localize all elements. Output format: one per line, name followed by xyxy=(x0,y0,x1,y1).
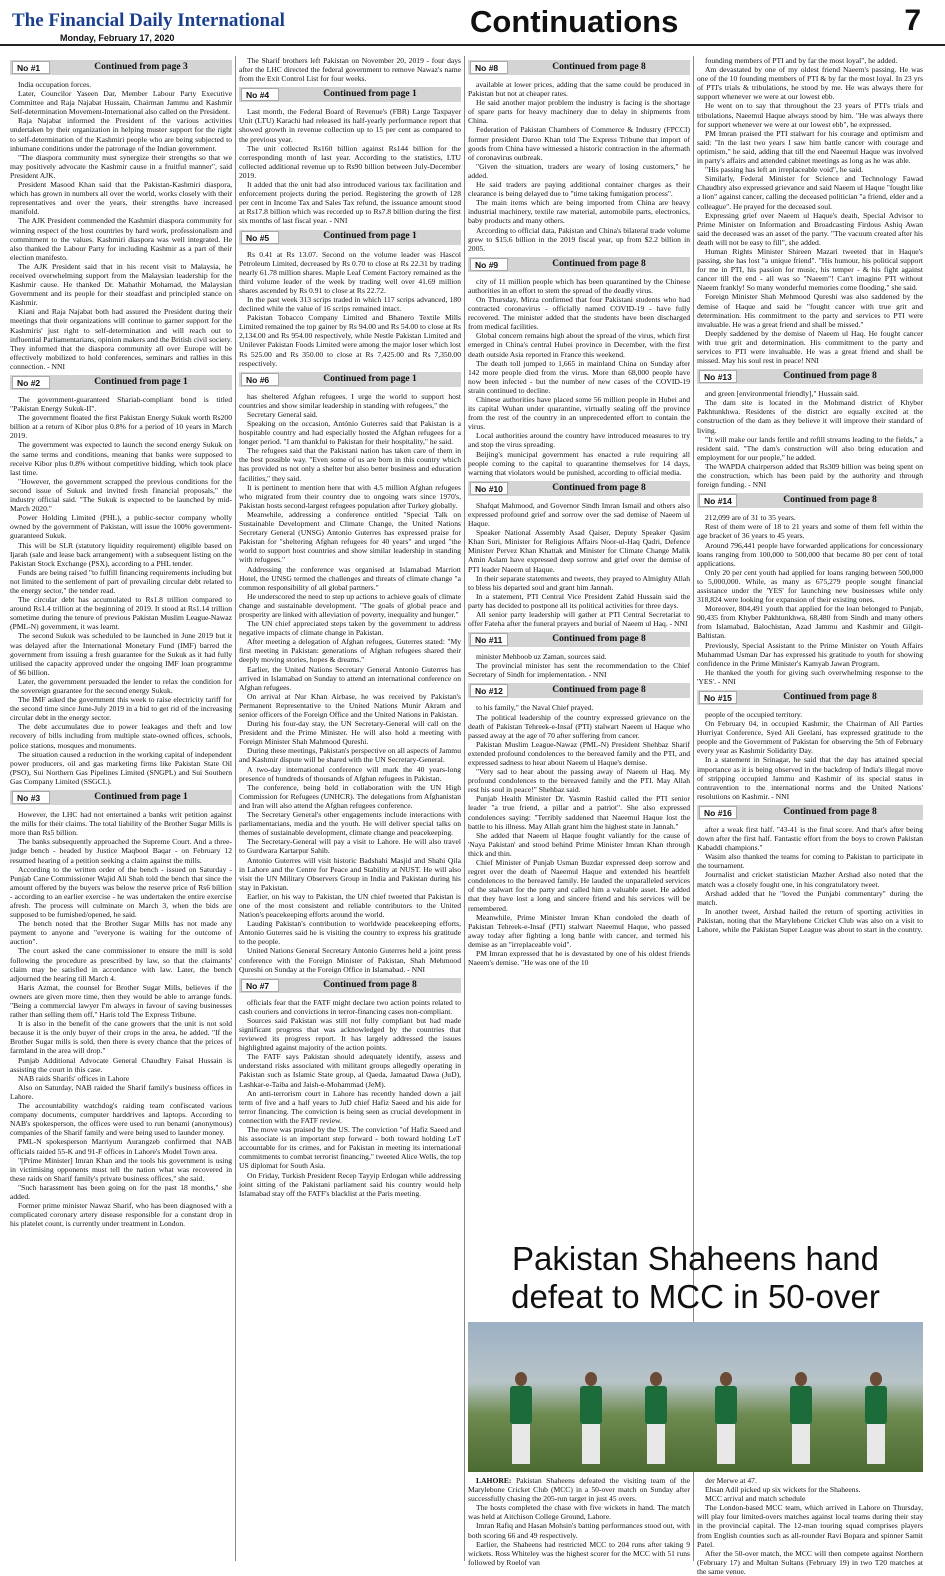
continuation-header xyxy=(239,372,461,387)
article-paragraph: The Sharif brothers left Pakistan on November 20, 2019 - four days after the LHC directed the federal government to remove Nawaz's name from the Exit Control List for four weeks. xyxy=(239,56,461,84)
continuation-label: Continued from page 8 xyxy=(323,979,417,990)
continuation-number: No #10 xyxy=(470,482,508,495)
feature-paragraph: MCC arrival and match schedule xyxy=(705,1494,806,1504)
article-paragraph: Local authorities around the country have introduced measures to try and stop the virus spreading. xyxy=(468,431,690,450)
continuation-label: Continued from page 1 xyxy=(323,373,417,384)
article-paragraph: Global concern remains high about the spread of the virus, which first emerged in China's central Hubei province in December, with the first death outside Asia reported in France this weekend. xyxy=(468,331,690,359)
feature-paragraph: The London-based MCC team, which arrived in Lahore on Thursday, will play four limited-overs matches against local teams during their stay in the provincial capital. The 12-man touring squad comprises players from English counties such as all-rounder Ravi Bopara and spinner Samit Patel. xyxy=(697,1503,923,1549)
page-number: 7 xyxy=(904,4,921,37)
continuation-number: No #9 xyxy=(470,258,508,271)
continuation-label: Continued from page 1 xyxy=(94,376,188,387)
article-paragraph: Raja Najabat informed the President of the various activities undertaken by their organization in helping muster support for the right to self-determination of the Kashmiri people who are being subjected to inhumane conditions under the patronage of the Indian government. xyxy=(10,116,232,153)
article-paragraph: However, the LHC had not entertained a banks writ petition against the mills for their claims. The total liability of the Brother Sugar Mills is more than Rs5 billion. xyxy=(10,810,232,838)
continuation-header xyxy=(697,369,923,384)
article-paragraph: On Friday, Turkish President Recep Tayyip Erdogan while addressing joint sitting of the Pakistani parliament said his country would help Islamabad stay off the FATF's blacklist at the Paris meeting. xyxy=(239,1170,461,1198)
continuation-label: Continued from page 1 xyxy=(323,89,417,100)
article-paragraph: He underscored the need to step up actions to achieve goals of climate change and sustainable development. "The goals of global peace and prosperity are linked with alleviation of poverty, inequality and hunger." xyxy=(239,591,461,619)
player-figure xyxy=(643,1372,669,1464)
article-paragraph: "His passing has left an irreplaceable void", he said. xyxy=(705,165,864,175)
article-paragraph: city of 11 million people which has been quarantined by the Chinese authorities in an effort to stem the spread of the deadly virus. xyxy=(468,276,690,295)
article-paragraph: The government was expected to launch the second energy Sukuk on the same terms and conditions, meaning that banks were supposed to receive Kibor plus 0.8% without competitive bidding, which took place last time. xyxy=(10,440,232,477)
article-paragraph: Speaking on the occasion, António Guterres said that Pakistan is a hospitable country and had especially hosted the Afghan refugees for a longer period. "I am thankful to Pakistan for their hospitality," he said. xyxy=(239,419,461,447)
continuation-header xyxy=(10,790,232,805)
article-paragraph: India occupation forces. xyxy=(18,80,92,89)
article-paragraph: PM Imran expressed that he is devastated by one of his oldest friends Naeem's demise. "He was one of the 10 xyxy=(468,948,690,968)
article-paragraph: In the past week 313 scrips traded in which 117 scrips advanced, 180 declined while the value of 16 scrips remained intact. xyxy=(239,294,461,314)
article-paragraph: Shafqat Mahmood, and Governor Sindh Imran Ismail and others also expressed profound grief and sorrow over the sad demise of Naeem ul Haque. xyxy=(468,500,690,529)
article-paragraph: Power Holding Limited (PHL), a public-sector company wholly owned by the government of Pakistan, will issue the 100% government-guaranteed Sukuk. xyxy=(10,513,232,541)
article-paragraph: has sheltered Afghan refugees. I urge the world to support host countries and show similar leadership in standing with refugees," the xyxy=(239,391,461,410)
article-paragraph: The political leadership of the country expressed grievance on the death of Pakistan Tehreek-e-Insaf (PTI) stalwart Naeem ul Haque who passed away at the age of 70 after suffering from cancer. xyxy=(468,712,690,740)
article-paragraph: The refugees said that the Pakistani nation has taken care of them in the best possible way. "Even some of us are born in this country which has provided us not only a shelter but also better business and education facilities," they said. xyxy=(239,446,461,483)
article-paragraph: A two-day international conference will mark the 40 years-long presence of hundreds of thousands of Afghan refugees in Pakistan. xyxy=(239,764,461,783)
article-paragraph: The bench noted that the Brother Sugar Mills has not made any payment to anyone and "everyone is waiting for the outcome of auction". xyxy=(10,919,232,947)
article-paragraph: The provincial minister has sent the recommendation to the Chief Secretary of Sindh for implementation. - NNI xyxy=(468,661,690,680)
article-paragraph: Punjab Health Minister Dr. Yasmin Rashid called the PTI senior leader "a true friend, a pillar and a patriot". She also expressed condolences saying: "Terribly saddened that Naeemul Haque lost the battle to his illness. May Allah grant him the highest state in Jannah." xyxy=(468,794,690,831)
article-paragraph: The Secretary General's other engagements include interactions with parliamentarians, media and the youth. He will deliver special talks on themes of sustainable development, climate change and peacekeeping. xyxy=(239,810,461,838)
article-paragraph: Previously, Special Assistant to the Prime Minister on Youth Affairs Muhammad Usman Dar has expressed his gratitude to youth for showing confidence in the Prime Minister's Kamyab Jawan Program. xyxy=(697,640,923,668)
continuation-number: No #3 xyxy=(12,791,50,804)
article-paragraph: The unit collected Rs160 billion against Rs144 billion for the corresponding month of last year. According to the statistics, LTU collected additional revenue up to Rs90 billion between July-December 2019. xyxy=(239,143,461,180)
article-paragraph: Rest of them were of 18 to 21 years and some of them fell within the age bracket of 36 years to 45 years. xyxy=(697,522,923,541)
article-paragraph: During these meetings, Pakistan's perspective on all aspects of Jammu and Kashmir dispute will be shared with the UN Secretary-General. xyxy=(239,746,461,765)
continuation-number: No #14 xyxy=(699,494,737,507)
article-paragraph: The Secretary-General will pay a visit to Lahore. He will also travel to Gurdwara Kartarpur Sahib. xyxy=(239,837,461,856)
feature-headline: Pakistan Shaheens hand defeat to MCC in 50-over xyxy=(511,1240,880,1315)
article-paragraph: The AJK President commended the Kashmiri diaspora community for winning respect of the host countries by hard work, professionalism and commitment to the values. Kashmiri diaspora was well integrated. He also thanked the Labour Party for including Kashmir as a part of their election manifesto. xyxy=(10,216,232,262)
article-paragraph: In a statement in Srinagar, he said that the day has attained special importance as it is being observed in the backdrop of India's illegal move of stripping occupied Jammu and Kashmir of its special status in contravention to the international norms and the United Nations' resolutions on Kashmir. - NNI xyxy=(697,755,923,801)
article-paragraph: Only 20 per cent youth had applied for loans ranging between 500,000 to 5,000,000. While, as many as 675,279 people sought financial assistance under the 'YES' for launching new businesses while only 318,824 were looking for expansion of their existing ones. xyxy=(697,567,923,605)
article-paragraph: The debt accumulates due to power leakages and theft and low recovery of bills including from multiple state-owned offices, schools, police stations, mosques and monuments. xyxy=(10,722,232,750)
article-paragraph: The UN chief appreciated steps taken by the government to address negative impacts of climate change in Pakistan. xyxy=(239,619,461,638)
article-paragraph: Later, the government persuaded the lender to relax the condition for the sovereign guarantee for the second energy Sukuk. xyxy=(10,676,232,695)
article-paragraph: He thanked the youth for giving such overwhelming response to the 'YES'. - NNI xyxy=(697,667,923,686)
feature-paragraph: Ehsan Adil picked up six wickets for the Shaheens. xyxy=(705,1485,861,1495)
article-paragraph: Human Rights Minister Shireen Mazari tweeted that in Haque's passing, she has lost "a unique friend". "His humour, his political support for me in PTI, his passion for music, his temper - & his fight against cancer till the end - all was so "Naeem"! Can't imagine PTI without Naeem frankly! So many wonderful memories come flooding," she said. xyxy=(697,246,923,293)
article-paragraph: The IMF asked the government this week to raise electricity tariff for the second time since June-July 2019 in a bid to get rid of the increasing circular debt in the energy sector. xyxy=(10,695,232,723)
article-paragraph: The move was praised by the US. The conviction "of Hafiz Saeed and his associate is an important step forward - both toward holding LeT accountable for its crimes, and for Pakistan in meeting its international commitments to combat terrorist financing," tweeted Alice Wells, the top US diplomat for South Asia. xyxy=(239,1125,461,1171)
article-paragraph: According to official data, Pakistan and China's bilateral trade volume grew to $15.6 billion in the 2019 fiscal year, up from $2.2 billion in 2005. xyxy=(468,225,690,253)
article-paragraph: Earlier, the United Nations Secretary General Antonio Guterres has arrived in Islamabad on Sunday to attend an international conference on Afghan refugees. xyxy=(239,664,461,692)
article-paragraph: The circular debt has accumulated to Rs1.8 trillion compared to around Rs1.4 trillion at the beginning of 2019. It stood at Rs1.14 trillion sometime during the tenure of previous Pakistan Muslim League-Nawaz (PML-N) government, it was learnt. xyxy=(10,595,232,632)
article-paragraph: and green [environmental friendly]," Hussain said. xyxy=(705,389,859,399)
article-paragraph: On Thursday, Mirza confirmed that four Pakistani students who had contracted coronavirus - officially named COVID-19 - have fully recovered. The minister added that the students have been discharged from medical facilities. xyxy=(468,294,690,332)
column-divider xyxy=(235,56,236,1561)
article-paragraph: The WAPDA chairperson added that Rs309 billion was being spent on the construction, which has been paid by the authority and through foreign funding. - NNI xyxy=(697,461,923,490)
feature-paragraph: After the 50-over match, the MCC will then compete against Northern (February 17) and Multan Sultans (February 19) in two T20 matches at the same venue. xyxy=(697,1548,923,1576)
article-paragraph: Around 796,441 people have forwarded applications for concessionary loans ranging from 100,000 to 500,000 that became 80 per cent of total applications. xyxy=(697,540,923,568)
article-paragraph: President Masood Khan said that the Pakistan-Kashmiri diaspora, which has grown in numbers all over the world, works closely with their representatives and over the years, their strengths have increased manifold. xyxy=(10,180,232,217)
article-paragraph: Wasim also thanked the teams for coming to Pakistan to participate in the tournament. xyxy=(697,852,923,871)
article-paragraph: Deeply saddened by the demise of Naeem ul Haq. He fought cancer with true grit and determination. His commitment to the party and services to PTI were invaluable. He was a great friend and shall be missed. May his soul rest in peace! NNI xyxy=(697,328,923,366)
article-paragraph: Also on Saturday, NAB raided the Sharif family's business offices in Lahore. xyxy=(10,1082,232,1101)
article-paragraph: On February 04, in occupied Kashmir, the Chairman of All Parties Hurriyat Conference, Syed Ali Geelani, has expressed gratitude to the people and the Government of Pakistan for observing the 5th of February every year as Kashmir Solidarity Day. xyxy=(697,719,923,756)
continuation-label: Continued from page 8 xyxy=(552,61,646,72)
article-paragraph: It is pertinent to mention here that with 4.5 million Afghan refugees who migrated from their country due to ongoing wars since 1970's, Pakistan hosts second-largest refugees population after Turkey globally. xyxy=(239,482,461,510)
continuation-header xyxy=(468,683,690,698)
issue-date: Monday, February 17, 2020 xyxy=(60,33,175,43)
column-4 xyxy=(697,56,923,1236)
article-paragraph: to his family," the Naval Chief prayed. xyxy=(476,703,594,713)
article-paragraph: United Nations General Secretary Antonio Guterres held a joint press conference with the Foreign Minister of Pakistan, Shah Mehmood Qureshi on Sunday at the Foreign Office in Islamabad. - NNI xyxy=(239,946,461,974)
continuation-label: Continued from page 8 xyxy=(552,685,646,696)
article-paragraph: officials fear that the FATF might declare two action points related to cash couriers and convictions in terror-financing cases non-compliant. xyxy=(239,997,461,1016)
feature-text: Pakistan Shaheens defeated the visiting team of the Marylebone Cricket Club (MCC) in a 50-over match on Sunday after successfully chasing the 205-run target in just 45 overs. xyxy=(468,1476,690,1504)
article-paragraph: The accountability watchdog's raiding team confiscated various company documents, computer harddrives and laptops. According to NAB's spokesperson, the offices were used to run benami (anonymous) companies of the Sharif family and were being used to launder money. xyxy=(10,1101,232,1138)
continuation-number: No #8 xyxy=(470,61,508,74)
article-paragraph: Arshad added that he "loved the Punjabi commentary" during the match. xyxy=(697,888,923,907)
article-paragraph: Rs 0.41 at Rs 13.07. Second on the volume leader was Hascol Petroleum Limited, decreased by Rs 0.70 to close at Rs 22.31 by trading nearly 61.78 million shares. Maple Leaf Cement Factory remained as the third volume leader of the week by trading well over 41.69 million shares ascended by Rs 0.91 to close at Rs 22.72. xyxy=(239,249,461,295)
article-paragraph: after a weak first half. "43-41 is the final score. And that's after being down after the first half. Fantastic effort from the boys to crown Pakistan Kabaddi champions." xyxy=(697,824,923,853)
article-paragraph: Funds are being raised "to fulfill financing requirements including but not limited to the settlement of part of prevailing circular debt related to the energy sector," the tender read. xyxy=(10,567,232,595)
article-paragraph: Foreign Minister Shah Mehmood Qureshi was also saddened by the demise of Haque and said he "fought cancer with true grit and determination. His commitment to the party and services to PTI were invaluable. He was a great friend and shall be missed." xyxy=(697,292,923,329)
article-paragraph: Meanwhile, addressing a conference entitled "Special Talk on Sustainable Development and Climate Change, the United Nations Secretary General (UNSG) Antonio Guterres has expressed praise for Pakistan for "sheltering Afghan refugees for 40 years" and urged "the world to support host countries and show similar leadership in standing with refugees." xyxy=(239,509,461,565)
column-3 xyxy=(468,56,690,1236)
article-paragraph: Later, Councilor Yaseen Dar, Member Labour Party Executive Committee and Raja Najabat Hussain, Chairman Jammu and Kashmir Self-determination Movement-International also called on the President. xyxy=(10,89,232,117)
article-paragraph: Speaker National Assembly Asad Qaiser, Deputy Speaker Qasim Khan Suri, Minister for Religious Affairs Noor-ul-Haq Qadri, Defence Minister Pervez Khan Khattak and Minister for Climate Change Malik Amin Aslam have expressed deep sorrow and grief over the demise of PTI leader Naeem ul Haque. xyxy=(468,528,690,574)
article-paragraph: "The diaspora community must synergize their strengths so that we may positively advocate the Kashmir cause in a fruitful manner", said President AJK. xyxy=(10,152,232,180)
column-2 xyxy=(239,56,461,1561)
article-paragraph: The AJK President said that in his recent visit to Malaysia, he received overwhelming support from the Malaysian leadership for the Kashmir cause. He thanked Dr. Mahathir Mohamad, the Malaysian Government and its people for their steadfast and principled stance on Kashmir. xyxy=(10,261,232,308)
article-paragraph: "It will make our lands fertile and refill streams leading to the fields," a resident said. "The dam's construction will also bring education and employment for our people," he added. xyxy=(697,434,923,462)
article-paragraph: The banks subsequently approached the Supreme Court. And a three-judge bench - headed by Justice Maqbool Baqar - on February 12 resumed hearing of a petition seeking a claim against the mills. xyxy=(10,837,232,865)
continuation-label: Continued from page 8 xyxy=(783,806,877,817)
article-paragraph: Kiani and Raja Najabat both had assured the President during their meetings that their organizations will continue to garner support for the Kashmiris' just right to self-determination and will reach out to influential Parliamentarians, opinion makers and the British civil society. They informed that the diaspora community all over Europe will be effectively mobilized to hold conferences, seminars and rallies in this connection. - NNI xyxy=(10,307,232,371)
continuation-label: Continued from page 8 xyxy=(783,371,877,382)
article-paragraph: Sources said Pakistan was still not fully compliant but had made significant progress that was acknowledged by the countries that reviewed its progress report. It has largely addressed the issues highlighted against majority of the action points. xyxy=(239,1015,461,1053)
article-paragraph: In their separate statements and tweets, they prayed to Almighty Allah to bless his departed soul and grant him Jannah. xyxy=(468,573,690,592)
article-paragraph: "Such harassment has been going on for the past 18 months," she added. xyxy=(10,1182,232,1201)
article-paragraph: He said traders are paying additional container charges as their clearance is being delayed due to "time taking fumigation process". xyxy=(468,180,690,199)
article-paragraph: In a statement, PTI Central Vice President Zahid Hussain said the party has decided to postpone all its political activities for three days. xyxy=(468,591,690,610)
feature-paragraph: der Merwe at 47. xyxy=(705,1476,757,1485)
article-paragraph: minister Mehboob uz Zaman, sources said. xyxy=(476,652,607,662)
article-paragraph: The FATF says Pakistan should adequately identify, assess and understand risks associated with militant groups allegedly operating in Pakistan such as Islamic State group, al Qaeda, Jamaatud Dawa (JuD), Lashkar-e-Taiba and Jaish-e-Mohammad (JeM). xyxy=(239,1052,461,1089)
continuation-label: Continued from page 8 xyxy=(783,691,877,702)
column-divider xyxy=(464,56,465,1561)
article-paragraph: available at lower prices, adding that the same could be produced in Pakistan but not at cheaper rates. xyxy=(468,80,690,99)
article-paragraph: The court asked the cane commissioner to ensure the mill is sold following the procedure as prescribed by law, so that the claimants' claim may be satisfied in accordance with law. Later, the bench adjourned the hearing till March 4. xyxy=(10,946,232,983)
article-paragraph: founding members of PTI and by far the most loyal", he added. xyxy=(705,56,898,65)
article-paragraph: Am devastated by one of my oldest friend Naeem's passing. He was one of the 10 founding members of PTI & by far the most loyal. In 23 yrs of PTI's trials & tribulations, he stood by me. He was always there for support whenever we were at our lowest ebb. xyxy=(697,65,923,102)
article-paragraph: An anti-terrorism court in Lahore has recently handed down a jail term of five and a half years to JuD chief Hafiz Saeed and his aide for terror financing. The conviction is being seen as crucial development in connection with the FATF review. xyxy=(239,1088,461,1125)
article-paragraph: Similarly, Federal Minister for Science and Technology Fawad Chaudhry also expressed grievance and said Naeem ul Haque "fought like a lion" against cancer, calling the deceased politician "a friend, elder and a colleague". He prayed for the deceased soul. xyxy=(697,174,924,211)
article-paragraph: The government floated the first Pakistan Energy Sukuk worth Rs200 billion at a return of Kibor plus 0.8% for a period of 10 years in March 2019. xyxy=(10,413,232,441)
article-paragraph: According to the written order of the bench - issued on Saturday - Punjab Cane Commissioner Wajid Ali Shah told the bench that since the amount offered by the buyers was below the reserve price of Rs6 billion - according to an earlier exercise - he was undertaken the entire exercise afresh. The process will culminate on March 3, when the bids are supposed to be furnished/opened, he said. xyxy=(10,864,232,920)
article-paragraph: "Very sad to hear about the passing away of Naeem ul Haq. My profound condolences to the bereaved family and the PTI. May Allah rest his soul in peace!" Shehbaz said. xyxy=(468,767,690,795)
article-paragraph: people of the occupied territory. xyxy=(705,710,803,719)
continuation-header xyxy=(697,805,923,820)
article-paragraph: "[Prime Minister] Imran Khan and the tools his government is using in victimising opponents must tell the nation what was recovered in these raids on Sharif family's private business offices," she said. xyxy=(10,1155,232,1183)
article-paragraph: Punjab Additional Advocate General Chaudhry Faisal Hussain is assisting the court in this case. xyxy=(10,1055,232,1074)
dateline: LAHORE: xyxy=(476,1476,512,1485)
continuation-label: Continued from page 8 xyxy=(783,495,877,506)
continuation-header xyxy=(697,493,923,508)
article-paragraph: Earlier, on his way to Pakistan, the UN chief tweeted that Pakistan is one of the most consistent and reliable contributors to the United Nation's peacekeeping efforts around the world. xyxy=(239,891,461,920)
continuation-number: No #1 xyxy=(12,61,50,74)
continuation-header xyxy=(468,632,690,647)
article-paragraph: The conference, being held in collaboration with the UN High Commission for Refugees (UNHCR). The delegations from Afghanistan and Iran will also attend the Afghan refugees conference. xyxy=(239,782,461,810)
article-paragraph: On arrival at Nur Khan Airbase, he was received by Pakistan's Permanent Representative to the United Nations Munir Akram and senior officers of the Foreign Office and the United Nations in Pakistan. xyxy=(239,691,461,719)
article-paragraph: The second Sukuk was scheduled to be launched in June 2019 but it was delayed after the International Monetary Fund (IMF) barred the government from issuing a fresh guarantee for the Sukuk as it had fully utilised the capacity approved under the ongoing IMF loan programme of $6 billion. xyxy=(10,631,232,677)
article-paragraph: Pakistan Muslim League-Nawaz (PML-N) President Shehbaz Sharif extended profound condolences to the bereaved family and the PTI, and expressed sadness to hear about Naeem ul Haque's demise. xyxy=(468,739,690,767)
continuation-number: No #16 xyxy=(699,806,737,819)
article-paragraph: It is also in the benefit of the cane growers that the unit is not sold because it is the only buyer of their crops in the area, he added. "If the Brother Sugar mills is sold, then there is every chance that the prices of farmland in the area will drop." xyxy=(10,1019,232,1056)
article-paragraph: Chief Minister of Punjab Usman Buzdar expressed deep sorrow and regret over the death of Naeemul Haque and extended his heartfelt condolences to the bereaved family. He lauded the unparalleled services of the stalwart for the party and called him a valuable asset. He added that they have lost a long and sincere friend and his services will be remembered. xyxy=(468,858,690,913)
sports-feature xyxy=(468,1240,923,1576)
article-paragraph: Former prime minister Nawaz Sharif, who has been diagnosed with a complicated coronary artery disease responsible for a constant drop in his platelet count, is currently under treatment in London. xyxy=(10,1201,232,1229)
article-paragraph: Chinese authorities have placed some 56 million people in Hubei and its capital Wuhan under quarantine, virtually sealing off the province from the rest of the country in an unprecedented effort to contain the virus. xyxy=(468,395,690,432)
continuation-label: Continued from page 8 xyxy=(552,634,646,645)
article-paragraph: The main items which are being imported from China are heavy industrial machinery, textile raw material, automobile parts, electronics, baby products and many others. xyxy=(468,198,690,226)
article-paragraph: Federation of Pakistan Chambers of Commerce & Industry (FPCCI) former president Daroo Khan told The Express Tribune that import of goods from China have witnessed a historic contraction in the aftermath of coronavirus outbreak. xyxy=(468,125,690,162)
continuation-label: Continued from page 3 xyxy=(94,61,188,72)
article-paragraph: Moreover, 804,491 youth that applied for the loan belonged to Punjab, 90,435 from Khyber Pakhtunkhwa, 68,480 from Sindh and many others from Islamabad, Balochistan, Azad Jammu and Kashmir and Gilgit-Baltistan. xyxy=(697,604,923,641)
article-paragraph: The situation caused a reduction in the working capital of independent power producers, oil and gas marketing firms like Pakistan State Oil (PSO), Sui Northern Gas Pipelines Limited (SNGPL) and Sui Southern Gas Company Limited (SSGCL). xyxy=(10,749,232,786)
player-figure xyxy=(578,1372,604,1464)
feature-paragraph: The hosts completed the chase with five wickets in hand. The match was held at Aitchison College Ground, Lahore. xyxy=(468,1503,690,1522)
article-paragraph: "However, the government scrapped the previous conditions for the second issue of Sukuk and invited fresh financial proposals," the industry official said. "The Sukuk is expected to be launched by mid-March 2020." xyxy=(10,476,232,514)
article-paragraph: In another tweet, Arshad hailed the return of sporting activities in Pakistan, noting that the Marylebone Cricket Club was also on a visit to Lahore, while the Pakistan Super League was about to start in the country. xyxy=(697,906,923,934)
article-paragraph: PML-N spokesperson Marriyum Aurangzeb confirmed that NAB officials raided 55-K and 91-F offices in Lahore's Model Town area. xyxy=(10,1137,232,1156)
cricket-team-photo xyxy=(468,1322,923,1472)
article-paragraph: The government-guaranteed Shariah-compliant bond is titled "Pakistan Energy Sukuk-II". xyxy=(10,395,232,414)
article-paragraph: Pakistan Tobacco Company Limited and Bhanero Textile Mills Limited remained the top gainer by Rs 94.00 and Rs 54.00 to close at Rs 2,134.00 and Rs 954.00 respectively, while Nestle Pakistan Limited and Unilever Pakistan Foods Limited were among the major loser which lost Rs 525.00 and Rs 350.00 to close at Rs 7,425.00 and Rs 7,350.00 respectively. xyxy=(239,313,461,368)
continuation-header xyxy=(239,230,461,245)
article-paragraph: NAB raids Sharifs' offices in Lahore xyxy=(18,1073,130,1083)
continuation-label: Continued from page 1 xyxy=(94,791,188,802)
continuation-header xyxy=(10,60,232,75)
continuation-label: Continued from page 1 xyxy=(323,231,417,242)
continuation-number: No #4 xyxy=(241,88,279,101)
newspaper-name: The Financial Daily International xyxy=(12,10,285,31)
continuation-number: No #7 xyxy=(241,979,279,992)
continuation-header xyxy=(239,87,461,102)
article-paragraph: Antonio Guterres will visit historic Badshahi Masjid and Shahi Qila in Lahore and the Centre for Peace and Stability at NUST. He will also visit the UN Military Observers Group in India and Pakistan during his stay in Pakistan. xyxy=(239,855,461,892)
section-title: Continuations xyxy=(470,4,679,39)
feature-paragraph: Imran Rafiq and Hasan Mohsin's batting performances stood out, with both scoring 66 and 49 respectively. xyxy=(468,1521,690,1540)
article-paragraph: After meeting a delegation of Afghan refugees, Guterres stated: "My first meeting in Pakistan: generations of Afghan refugees shared their deeply moving stories, hopes & dreams." xyxy=(239,637,461,665)
feature-paragraph xyxy=(468,1476,690,1503)
article-paragraph: He said another major problem the industry is facing is the shortage of spare parts for heavy machinery due to delay in shipments from China. xyxy=(468,98,690,126)
player-figure xyxy=(713,1372,739,1464)
article-paragraph: During his four-day stay, the UN Secretary-General will call on the President and the Prime Minister. He will also hold a meeting with Foreign Minister Shah Mahmood Qureshi. xyxy=(239,719,461,747)
article-paragraph: Secretary General said. xyxy=(247,409,318,419)
article-paragraph: It added that the unit had also introduced various tax facilitation and enforcement projects during the period. Registering the growth of 128 per cent in Income Tax and Sales Tax refund, the issuance amount stood at Rs17.8 billion which was recorded up to Rs7.8 billion during the first six months of last fiscal year. - NNI xyxy=(239,180,461,226)
continuation-header xyxy=(697,690,923,705)
article-paragraph: This will be SLR (statutory liquidity requirement) eligible based on Ijarah (sale and lease back arrangement) with a subsequent listing on the Pakistan Stock Exchange (PSX), according to a PHL tender. xyxy=(10,540,232,568)
continuation-header xyxy=(10,375,232,390)
article-paragraph: 212,099 are of 31 to 35 years. xyxy=(705,513,796,523)
continuation-header xyxy=(239,978,461,993)
article-paragraph: He went on to say that throughout the 23 years of PTI's trials and tribulations, Naeemul Haque always stood by him. "He was always there for support whenever we were at our lowest ebb", he expressed. xyxy=(697,101,923,129)
continuation-header xyxy=(468,60,690,75)
continuation-header xyxy=(468,481,690,496)
article-paragraph: All senior party leadership will gather at PTI Central Secretariat to offer Fateha after the funeral prayers and burial of Naeem ul Haq. - NNI xyxy=(468,609,690,629)
feature-paragraph: Earlier, the Shaheens had restricted MCC to 204 runs after taking 9 wickets. Ross Whiteley was the highest scorer for the MCC with 51 runs followed by Roelof van xyxy=(468,1539,690,1567)
article-paragraph: She added that Naeem ul Haque fought valiantly for the cause of 'Naya Pakistan' and stood behind Prime Minister Imran Khan through thick and thin. xyxy=(468,830,690,858)
continuation-number: No #11 xyxy=(470,633,508,646)
article-paragraph: The dam site is located in the Mohmand district of Khyber Pakhtunkhwa. Residents of the district are equally excited at the construction of the dam as they believe it will improve their standard of living. xyxy=(697,398,923,435)
continuation-label: Continued from page 8 xyxy=(552,258,646,269)
player-figure xyxy=(508,1372,534,1464)
column-1 xyxy=(10,56,232,1561)
continuation-number: No #6 xyxy=(241,373,279,386)
article-paragraph: Meanwhile, Prime Minister Imran Khan condoled the death of Pakistan Tehreek-e-Insaf (PTI) stalwart Naeemul Haque, who passed away today after fighting a long battle with cancer, and termed his demise as an "irreplaceable void". xyxy=(468,912,690,949)
continuation-number: No #5 xyxy=(241,231,279,244)
feature-story-right xyxy=(697,1476,923,1576)
player-figure xyxy=(788,1372,814,1464)
article-paragraph: PM Imran praised the PTI stalwart for his courage and optimism and said: "In the last two years I saw him battle cancer with courage and optimism," he said, adding that till the end Naeemul Haque was involved in party's affairs and attended cabinet meetings as long as he was able. xyxy=(697,128,923,166)
article-paragraph: Addressing the conference was organised at Islamabad Marriott Hotel, the UNSG termed the challenges and threats of climate change "a common responsibility of all global partners." xyxy=(239,564,461,592)
article-paragraph: The death toll jumped to 1,665 in mainland China on Sunday after 142 more people died from the virus. More than 68,000 people have now been infected - but the number of new cases of the COVID-19 strain continued to decline. xyxy=(468,358,690,395)
article-paragraph: Beijing's municipal government has enacted a rule requiring all people coming to the capital to quarantine themselves for 14 days, warning that violators would be punished, according to official media. xyxy=(468,449,690,477)
continuation-number: No #13 xyxy=(699,370,737,383)
article-paragraph: Haris Azmat, the counsel for Brother Sugar Mills, believes if the owners are given more time, then they would be able to arrange funds. "Being a commercial lawyer I'm always in favour of saving businesses rather than selling them off," Haris told The Express Tribune. xyxy=(10,982,232,1020)
feature-story-left xyxy=(468,1476,690,1567)
continuation-number: No #12 xyxy=(470,684,508,697)
continuation-number: No #15 xyxy=(699,691,737,704)
continuation-label: Continued from page 8 xyxy=(552,482,646,493)
continuation-header xyxy=(468,257,690,272)
article-paragraph: Journalist and cricket statistician Mazher Arshad also noted that the match was a closely fought one, in his congratulatory tweet. xyxy=(697,870,923,889)
continuation-number: No #2 xyxy=(12,376,50,389)
article-paragraph: Expressing grief over Naeem ul Haque's death, Special Advisor to Prime Minister on Information and Broadcasting Firdous Ashiq Awan said the deceased was an asset of the party. "The vacuum created after his death will not be easy to fill", she added. xyxy=(697,210,923,247)
player-figure xyxy=(863,1372,889,1464)
article-paragraph: Last month, the Federal Board of Revenue's (FBR) Large Taxpayer Unit (LTU) Karachi had released its half-yearly performance report that showed growth in revenue collection up to 15 per cent as compared to the previous year. xyxy=(239,107,461,144)
masthead xyxy=(0,0,945,46)
article-paragraph: Lauding Pakistan's contribution to worldwide peacekeeping efforts, Antonio Guterres said he is visiting the country to express his gratitude to the people. xyxy=(239,919,461,947)
article-paragraph: "Given the situation, traders are weary of losing customers," he added. xyxy=(468,161,690,180)
